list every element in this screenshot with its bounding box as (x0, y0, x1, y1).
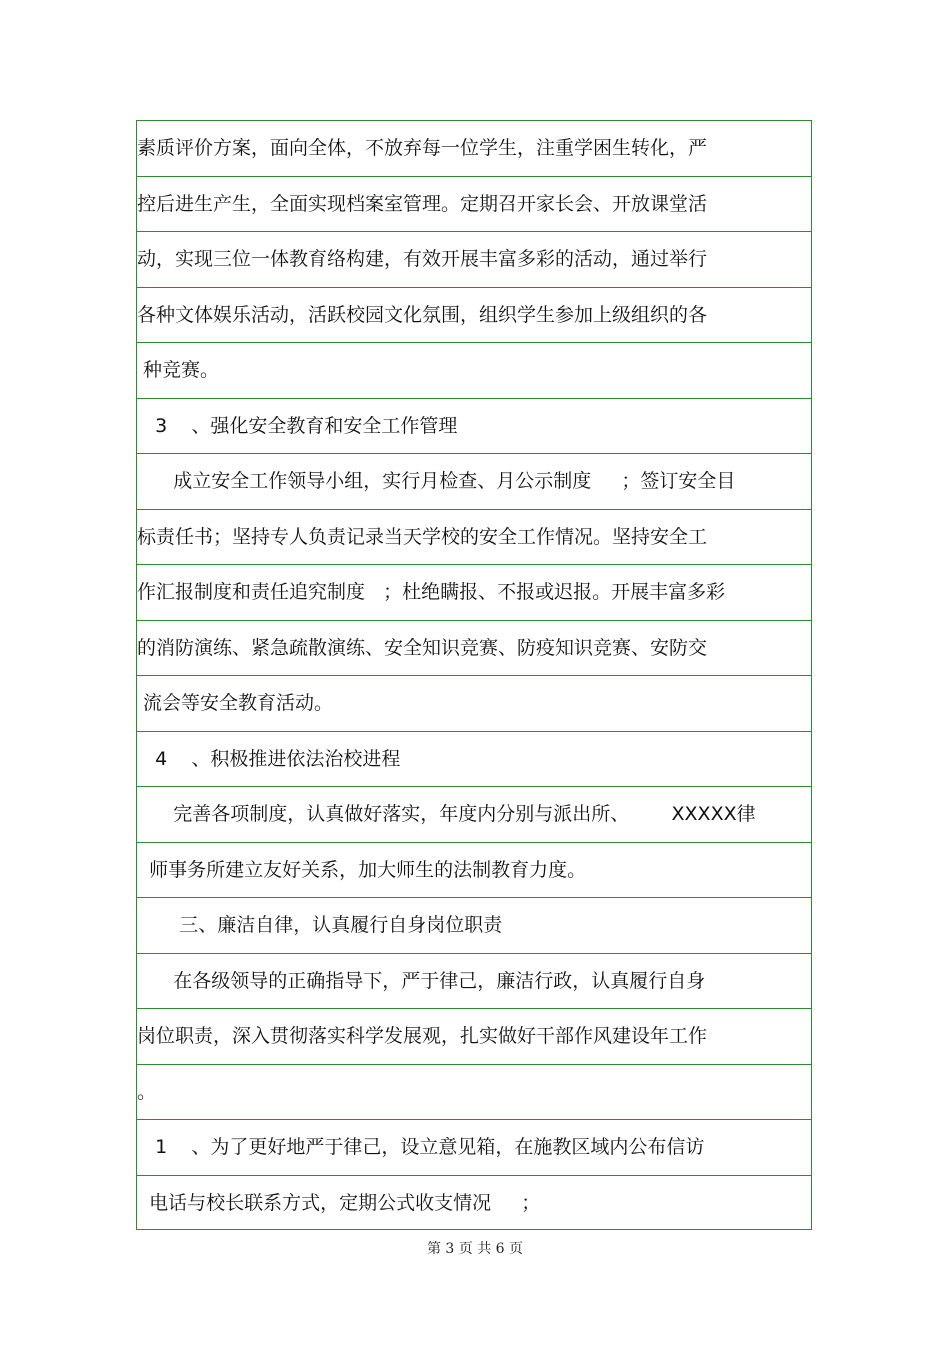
text-line-2: 控后进生产生，全面实现档案室管理。定期召开家长会、开放课堂活 (137, 177, 811, 233)
text-line-5: 种竞赛。 (137, 343, 811, 399)
section-heading-4: 4 、积极推进依法治校进程 (137, 732, 811, 788)
text-line-8: 标责任书；坚持专人负责记录当天学校的安全工作情况。坚持安全工 (137, 510, 811, 566)
section-heading-three: 三、廉洁自律，认真履行自身岗位职责 (137, 898, 811, 954)
section-item-1: 1 、为了更好地严于律己，设立意见箱，在施教区域内公布信访 (137, 1120, 811, 1176)
text-line-13: 完善各项制度，认真做好落实，年度内分别与派出所、 XXXXX律 (137, 787, 811, 843)
text-line-11: 流会等安全教育活动。 (137, 676, 811, 732)
text-line-10: 的消防演练、紧急疏散演练、安全知识竞赛、防疫知识竞赛、安防交 (137, 621, 811, 677)
text-line-18: 。 (137, 1065, 811, 1121)
text-line-1: 素质评价方案，面向全体，不放弃每一位学生，注重学困生转化，严 (137, 121, 811, 177)
section-heading-3: 3 、强化安全教育和安全工作管理 (137, 399, 811, 455)
text-line-16: 在各级领导的正确指导下，严于律己，廉洁行政，认真履行自身 (137, 954, 811, 1010)
text-line-20: 电话与校长联系方式，定期公式收支情况 ； (137, 1191, 541, 1214)
text-line-9: 作汇报制度和责任追究制度 ；杜绝瞒报、不报或迟报。开展丰富多彩 (137, 565, 811, 621)
ruled-text-frame (136, 120, 812, 1230)
text-line-3: 动，实现三位一体教育络构建，有效开展丰富多彩的活动，通过举行 (137, 232, 811, 288)
page-number-footer: 第 3 页 共 6 页 (426, 1241, 524, 1257)
text-line-14: 师事务所建立友好关系，加大师生的法制教育力度。 (137, 843, 811, 899)
text-line-4: 各种文体娱乐活动，活跃校园文化氛围，组织学生参加上级组织的各 (137, 288, 811, 344)
text-line-7: 成立安全工作领导小组，实行月检查、月公示制度 ；签订安全目 (137, 454, 811, 510)
text-line-17: 岗位职责，深入贯彻落实科学发展观，扎实做好干部作风建设年工作 (137, 1009, 811, 1065)
